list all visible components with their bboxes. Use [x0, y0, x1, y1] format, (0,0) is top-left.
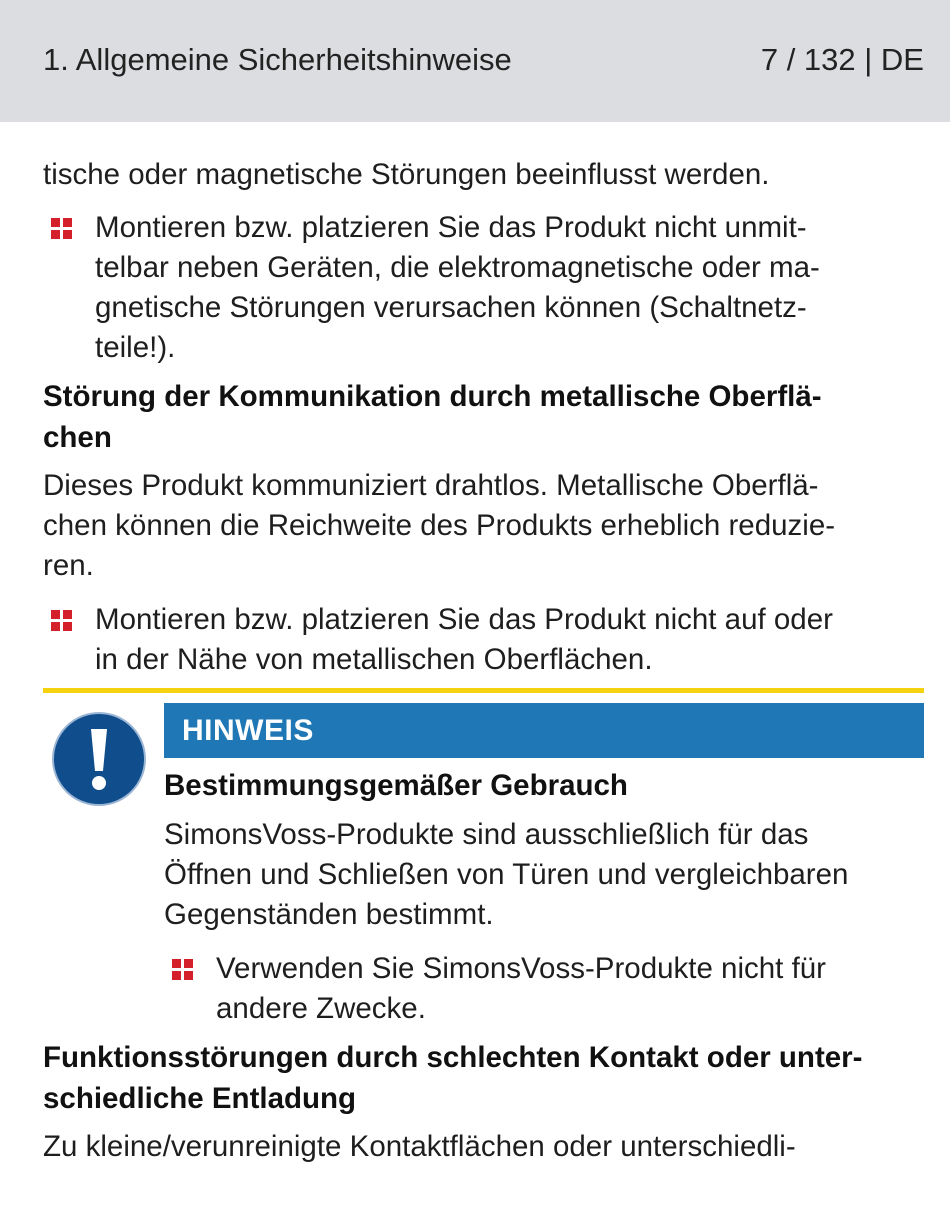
paragraph-metal-surfaces	[43, 466, 835, 586]
heading-line: schiedliche Entladung	[43, 1082, 357, 1115]
red-square-bullet-icon	[172, 959, 194, 981]
red-square-bullet-icon	[51, 610, 73, 632]
bullet-line: andere Zwecke.	[216, 992, 426, 1025]
notice-top-rule	[43, 688, 924, 693]
notice-body-line: Gegenständen bestimmt.	[164, 898, 494, 931]
notice-bullet-item	[216, 949, 826, 1029]
notice-heading: Bestimmungsgemäßer Gebrauch	[164, 769, 628, 802]
bullet-item-metal-surfaces	[95, 600, 833, 680]
paragraph-line: ren.	[43, 549, 94, 582]
bullet-line: gnetische Störungen verursachen können (Schaltnetz-	[95, 291, 807, 324]
page-header	[0, 0, 950, 122]
section-title: 1. Allgemeine Sicherheitshinweise	[43, 42, 512, 77]
heading-line: Funktionsstörungen durch schlechten Kontakt oder unter-	[43, 1041, 863, 1074]
bullet-line: telbar neben Geräten, die elektromagnetische oder ma-	[95, 251, 820, 284]
bullet-line: Verwenden Sie SimonsVoss-Produkte nicht für	[216, 952, 826, 985]
exclamation-circle-icon	[51, 711, 147, 807]
heading-line: Störung der Kommunikation durch metallische Oberflä-	[43, 380, 822, 413]
notice-label-bar	[164, 703, 924, 758]
bullet-line: in der Nähe von metallischen Oberflächen.	[95, 643, 653, 676]
bullet-line: teile!).	[95, 331, 176, 364]
paragraph-line: Zu kleine/verunreinigte Kontaktflächen oder unterschiedli-	[43, 1130, 796, 1163]
section-heading-contact	[43, 1037, 863, 1119]
red-square-bullet-icon	[51, 218, 73, 240]
notice-body-line: SimonsVoss-Produkte sind ausschließlich für das	[164, 818, 809, 851]
paragraph-line: Dieses Produkt kommuniziert drahtlos. Metallische Oberflä-	[43, 469, 819, 502]
page-indicator: 7 / 132 | DE	[760, 42, 924, 77]
section-heading-metal-surfaces	[43, 376, 822, 458]
paragraph-line: chen können die Reichweite des Produkts erheblich reduzie-	[43, 509, 836, 542]
paragraph-contact	[43, 1127, 796, 1167]
bullet-line: Montieren bzw. platzieren Sie das Produkt nicht auf oder	[95, 603, 833, 636]
paragraph-continuation: tische oder magnetische Störungen beeinflusst werden.	[43, 158, 770, 191]
bullet-item-electromagnetic	[95, 208, 820, 368]
heading-line: chen	[43, 421, 112, 454]
bullet-line: Montieren bzw. platzieren Sie das Produkt nicht unmit-	[95, 211, 807, 244]
notice-body	[164, 815, 848, 935]
notice-body-line: Öffnen und Schließen von Türen und vergleichbaren	[164, 858, 849, 891]
notice-label: HINWEIS	[182, 714, 314, 747]
